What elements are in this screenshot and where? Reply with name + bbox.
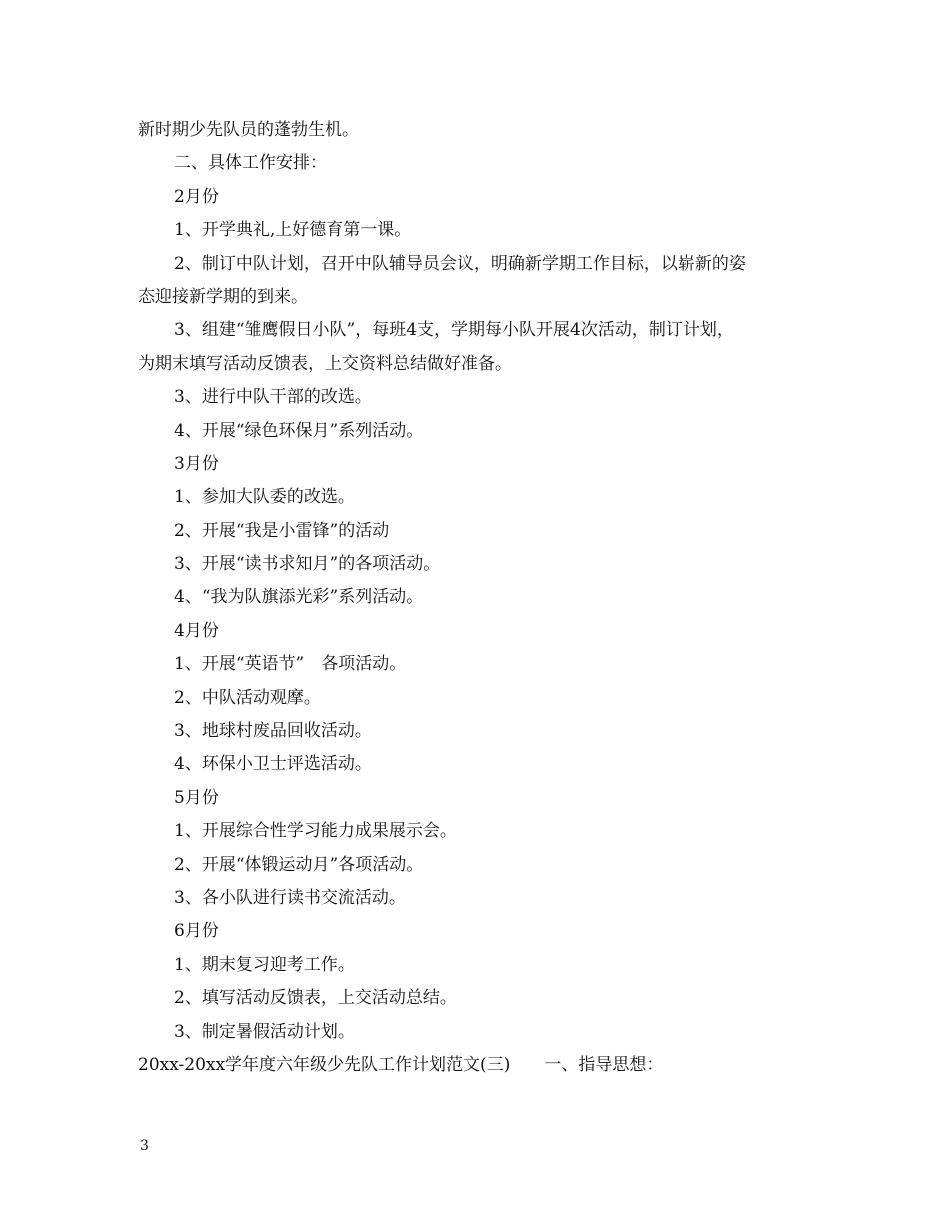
text-line: 3、各小队进行读书交流活动。 [174, 887, 406, 908]
text-line: 3、组建“雏鹰假日小队”，每班4支，学期每小队开展4次活动，制订计划， [174, 320, 734, 341]
text-line: 为期末填写活动反馈表，上交资料总结做好准备。 [138, 353, 512, 374]
text-line: 20xx-20xx学年度六年级少先队工作计划范文(三) 一、指导思想： [138, 1054, 664, 1075]
text-line: 3月份 [174, 453, 219, 474]
text-line: 2、开展“体锻运动月”各项活动。 [174, 854, 424, 875]
document-body [138, 114, 838, 1082]
text-line: 5月份 [174, 787, 219, 808]
text-line: 新时期少先队员的蓬勃生机。 [138, 120, 359, 140]
text-line: 6月份 [174, 921, 219, 942]
text-line: 1、开展“英语节” 各项活动。 [174, 654, 407, 675]
text-line: 1、开展综合性学习能力成果展示会。 [174, 821, 457, 842]
text-line: 1、参加大队委的改选。 [174, 487, 355, 508]
text-line: 二、具体工作安排： [174, 153, 327, 174]
text-line: 2、制订中队计划，召开中队辅导员会议，明确新学期工作目标，以崭新的姿 [174, 253, 746, 274]
text-line: 态迎接新学期的到来。 [138, 286, 308, 307]
page-number: 3 [140, 1138, 149, 1154]
text-line: 4、开展“绿色环保月”系列活动。 [174, 420, 424, 441]
text-line: 2、填写活动反馈表，上交活动总结。 [174, 988, 457, 1009]
text-line: 1、开学典礼,上好德育第一课。 [174, 220, 412, 241]
text-line: 4、环保小卫士评选活动。 [174, 754, 372, 775]
text-line: 2月份 [174, 186, 219, 207]
text-line: 2、开展“我是小雷锋”的活动 [174, 520, 390, 541]
text-line: 1、期末复习迎考工作。 [174, 954, 355, 975]
text-line: 4、“我为队旗添光彩”系列活动。 [174, 587, 424, 608]
text-line: 3、开展“读书求知月”的各项活动。 [174, 554, 441, 575]
text-line: 2、中队活动观摩。 [174, 687, 321, 708]
text-line: 3、制定暑假活动计划。 [174, 1021, 355, 1042]
text-line: 4月份 [174, 620, 219, 641]
text-line: 3、地球村废品回收活动。 [174, 721, 372, 742]
text-line: 3、进行中队干部的改选。 [174, 387, 372, 408]
